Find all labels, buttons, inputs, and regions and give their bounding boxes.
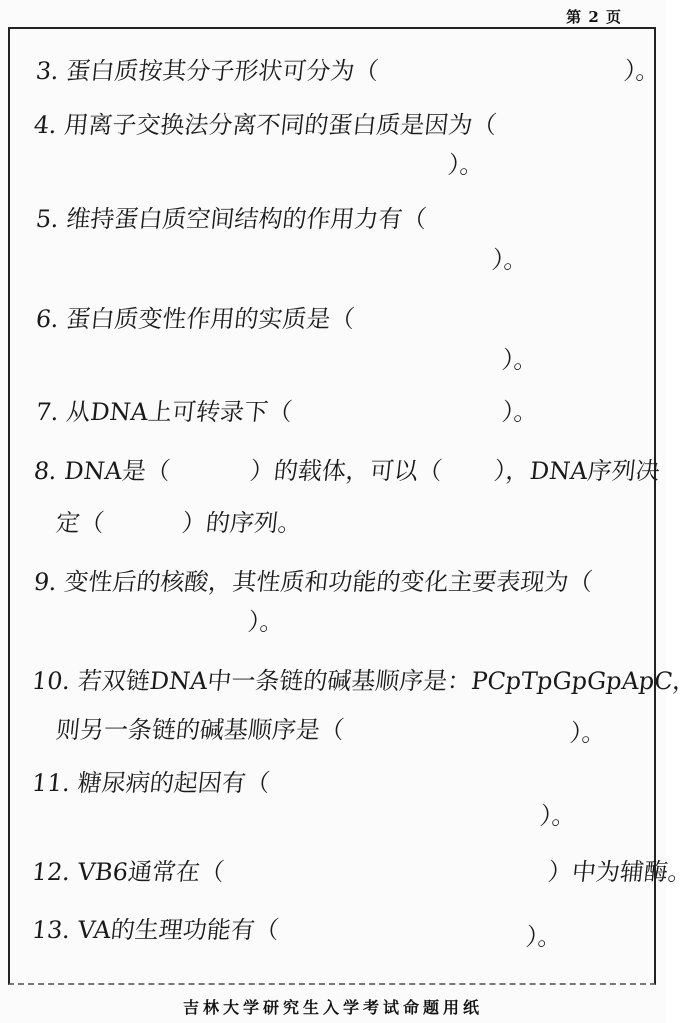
question-4-close: ）。 — [446, 151, 486, 179]
question-7-close: ）。 — [500, 398, 540, 426]
question-8-line2: 定（ — [54, 509, 106, 537]
question-9-close: ）。 — [246, 608, 286, 636]
question-11-close: ）。 — [538, 802, 578, 830]
question-11: 11. 糖尿病的起因有（ — [30, 769, 272, 797]
question-12-close: ）中为辅酶。 — [546, 858, 694, 886]
question-13-close: ）。 — [524, 923, 564, 951]
question-12: 12. VB6通常在（ — [30, 858, 226, 886]
question-5-close: ）。 — [490, 246, 530, 274]
exam-paper-footer: 吉林大学研究生入学考试命题用纸 — [182, 998, 483, 1017]
question-4: 4. 用离子交换法分离不同的蛋白质是因为（ — [32, 111, 499, 139]
question-8-part2: ）的载体，可以（ — [248, 457, 444, 485]
question-10-close: ）。 — [568, 719, 608, 747]
page-number: 第 2 页 — [566, 8, 622, 26]
question-8: 8. DNA是（ — [32, 457, 172, 485]
question-3-close: ）。 — [622, 57, 662, 85]
question-5: 5. 维持蛋白质空间结构的作用力有（ — [34, 205, 429, 233]
question-6: 6. 蛋白质变性作用的实质是（ — [34, 305, 357, 333]
question-6-close: ）。 — [500, 346, 540, 374]
question-7: 7. 从DNA上可转录下（ — [34, 398, 294, 426]
page-frame — [8, 27, 656, 985]
question-9: 9. 变性后的核酸，其性质和功能的变化主要表现为（ — [32, 568, 595, 596]
question-8-part3: ），DNA序列决 — [492, 457, 662, 485]
question-8-line2-end: ）的序列。 — [180, 509, 304, 537]
question-3: 3. 蛋白质按其分子形状可分为（ — [34, 57, 381, 85]
question-13: 13. VA的生理功能有（ — [30, 916, 281, 944]
question-10: 10. 若双链DNA中一条链的碱基顺序是：PCpTpGpGpApC， — [30, 667, 698, 695]
question-10-line2: 则另一条链的碱基顺序是（ — [54, 716, 346, 744]
